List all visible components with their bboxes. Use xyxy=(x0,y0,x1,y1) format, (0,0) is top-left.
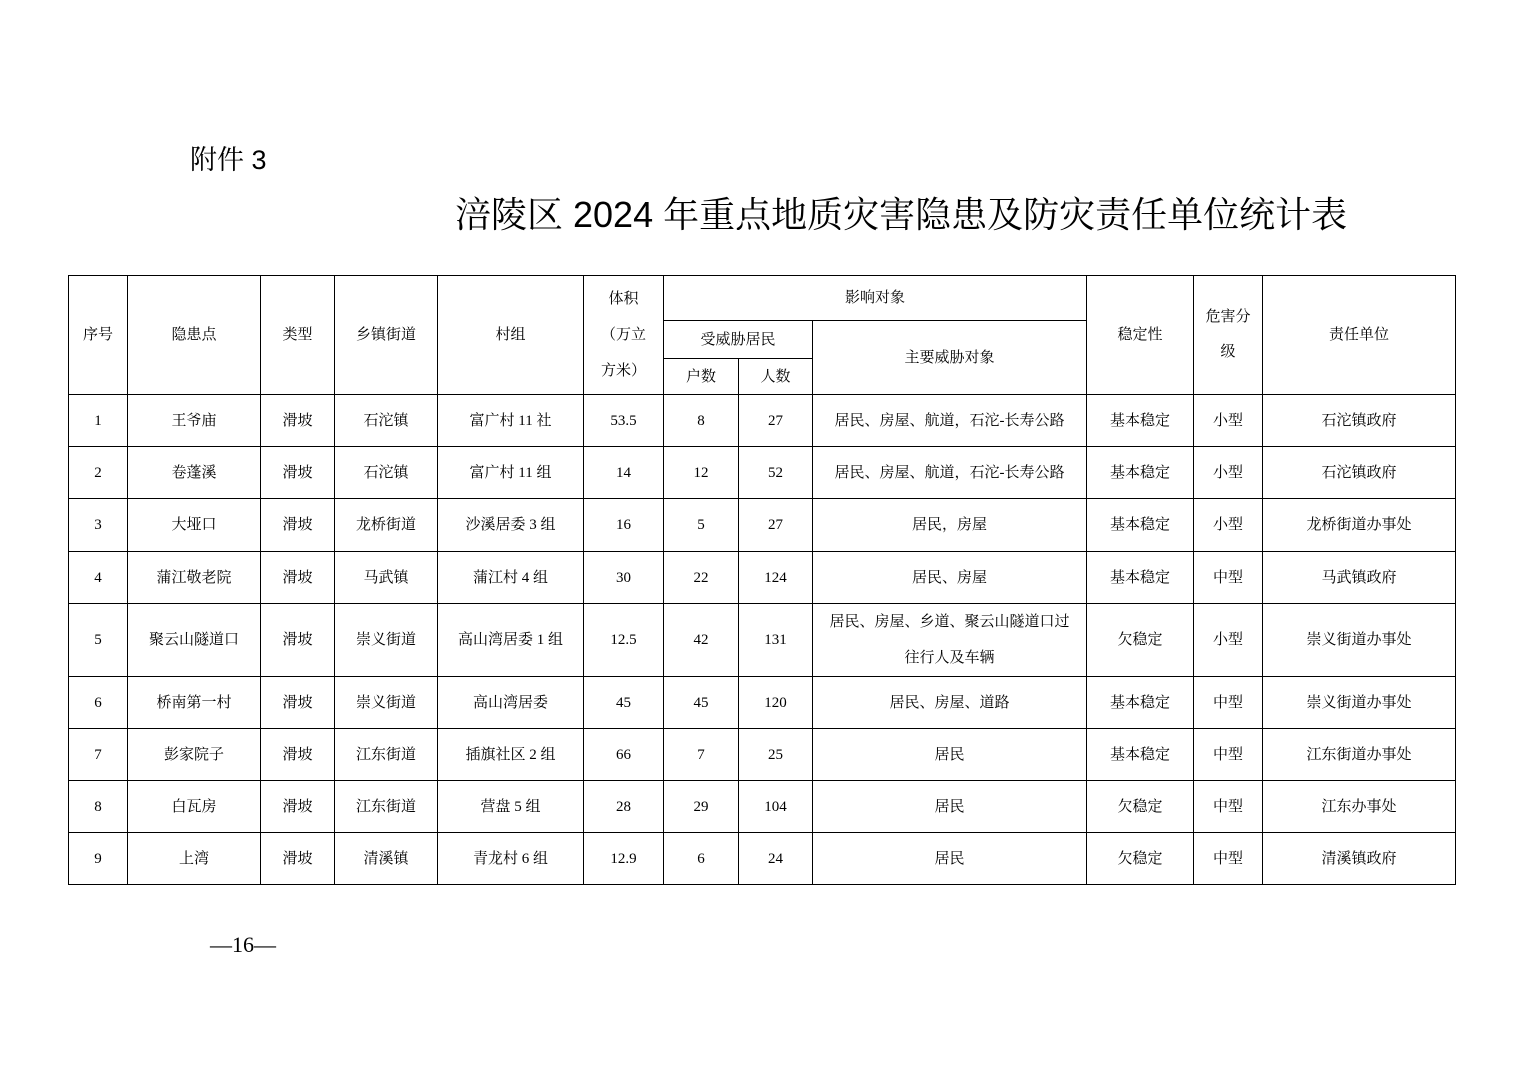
cell-type: 滑坡 xyxy=(261,604,335,677)
table-row xyxy=(69,447,1456,499)
cell-volume: 66 xyxy=(584,729,664,781)
header-responsible-unit: 责任单位 xyxy=(1263,276,1456,395)
cell-main-targets xyxy=(813,677,1087,729)
cell-town: 崇义街道 xyxy=(335,677,438,729)
cell-people: 52 xyxy=(739,447,813,499)
header-volume-line: 体积 xyxy=(608,291,639,307)
header-hazard-point: 隐患点 xyxy=(128,276,261,395)
cell-main-targets xyxy=(813,499,1087,552)
cell-stability: 基本稳定 xyxy=(1087,729,1194,781)
main-targets-text: 居民 xyxy=(934,850,965,867)
header-hazard-level xyxy=(1194,276,1263,395)
cell-index: 5 xyxy=(69,604,128,677)
cell-type: 滑坡 xyxy=(261,447,335,499)
cell-town: 江东街道 xyxy=(335,781,438,833)
main-targets-text: 居民 xyxy=(934,798,965,815)
header-households: 户数 xyxy=(664,359,739,395)
cell-responsible-unit: 崇义街道办事处 xyxy=(1263,604,1456,677)
cell-type: 滑坡 xyxy=(261,781,335,833)
cell-village: 青龙村 6 组 xyxy=(438,833,584,885)
cell-village: 营盘 5 组 xyxy=(438,781,584,833)
cell-main-targets xyxy=(813,729,1087,781)
main-targets-text: 居民、房屋、航道，石沱-长寿公路 xyxy=(834,412,1065,429)
header-index: 序号 xyxy=(69,276,128,395)
cell-people: 124 xyxy=(739,552,813,604)
table-row xyxy=(69,729,1456,781)
header-threatened-residents: 受威胁居民 xyxy=(664,321,813,359)
cell-responsible-unit: 江东街道办事处 xyxy=(1263,729,1456,781)
cell-volume: 14 xyxy=(584,447,664,499)
cell-hazard-point: 卷蓬溪 xyxy=(128,447,261,499)
cell-volume: 30 xyxy=(584,552,664,604)
cell-stability: 基本稳定 xyxy=(1087,447,1194,499)
cell-households: 45 xyxy=(664,677,739,729)
cell-town: 清溪镇 xyxy=(335,833,438,885)
page-number: —16— xyxy=(210,932,276,957)
cell-stability: 欠稳定 xyxy=(1087,833,1194,885)
cell-volume: 53.5 xyxy=(584,395,664,447)
cell-households: 29 xyxy=(664,781,739,833)
cell-volume: 12.5 xyxy=(584,604,664,677)
cell-responsible-unit: 马武镇政府 xyxy=(1263,552,1456,604)
cell-hazard-level: 中型 xyxy=(1194,677,1263,729)
main-targets-text: 居民、房屋、道路 xyxy=(889,694,1010,711)
header-main-targets: 主要威胁对象 xyxy=(813,321,1087,395)
cell-village: 插旗社区 2 组 xyxy=(438,729,584,781)
cell-hazard-level: 小型 xyxy=(1194,604,1263,677)
cell-hazard-level: 小型 xyxy=(1194,447,1263,499)
cell-volume: 12.9 xyxy=(584,833,664,885)
header-hazard-level-line: 危害分 xyxy=(1205,309,1251,325)
cell-people: 120 xyxy=(739,677,813,729)
cell-responsible-unit: 崇义街道办事处 xyxy=(1263,677,1456,729)
cell-hazard-point: 白瓦房 xyxy=(128,781,261,833)
header-village: 村组 xyxy=(438,276,584,395)
cell-responsible-unit: 龙桥街道办事处 xyxy=(1263,499,1456,552)
cell-volume: 28 xyxy=(584,781,664,833)
cell-hazard-point: 大垭口 xyxy=(128,499,261,552)
cell-index: 2 xyxy=(69,447,128,499)
cell-town: 石沱镇 xyxy=(335,395,438,447)
cell-people: 104 xyxy=(739,781,813,833)
cell-stability: 欠稳定 xyxy=(1087,604,1194,677)
header-town: 乡镇街道 xyxy=(335,276,438,395)
cell-type: 滑坡 xyxy=(261,499,335,552)
cell-village: 沙溪居委 3 组 xyxy=(438,499,584,552)
cell-hazard-point: 王爷庙 xyxy=(128,395,261,447)
cell-stability: 基本稳定 xyxy=(1087,395,1194,447)
header-row xyxy=(69,276,1456,321)
cell-index: 6 xyxy=(69,677,128,729)
cell-households: 5 xyxy=(664,499,739,552)
cell-index: 7 xyxy=(69,729,128,781)
cell-households: 7 xyxy=(664,729,739,781)
cell-index: 8 xyxy=(69,781,128,833)
cell-main-targets xyxy=(813,447,1087,499)
cell-hazard-level: 小型 xyxy=(1194,499,1263,552)
cell-hazard-point: 聚云山隧道口 xyxy=(128,604,261,677)
cell-volume: 16 xyxy=(584,499,664,552)
header-type: 类型 xyxy=(261,276,335,395)
cell-households: 22 xyxy=(664,552,739,604)
cell-people: 27 xyxy=(739,395,813,447)
cell-volume: 45 xyxy=(584,677,664,729)
header-people: 人数 xyxy=(739,359,813,395)
cell-town: 石沱镇 xyxy=(335,447,438,499)
cell-households: 8 xyxy=(664,395,739,447)
header-volume xyxy=(584,276,664,395)
cell-hazard-level: 中型 xyxy=(1194,552,1263,604)
main-targets-text: 居民，房屋 xyxy=(912,517,988,533)
main-targets-text: 居民、房屋、航道，石沱-长寿公路 xyxy=(834,464,1065,481)
cell-village: 高山湾居委 1 组 xyxy=(438,604,584,677)
hazard-statistics-table xyxy=(68,275,1456,885)
cell-people: 25 xyxy=(739,729,813,781)
cell-village: 蒲江村 4 组 xyxy=(438,552,584,604)
table-row xyxy=(69,395,1456,447)
table-row xyxy=(69,552,1456,604)
table-body xyxy=(69,395,1456,885)
header-volume-line: （万立 xyxy=(600,327,646,343)
cell-town: 龙桥街道 xyxy=(335,499,438,552)
header-hazard-level-line: 级 xyxy=(1220,344,1236,360)
cell-type: 滑坡 xyxy=(261,395,335,447)
main-targets-text: 居民、房屋、乡道、聚云山隧道口过往行人及车辆 xyxy=(829,614,1070,666)
cell-type: 滑坡 xyxy=(261,552,335,604)
table-row xyxy=(69,833,1456,885)
header-stability: 稳定性 xyxy=(1087,276,1194,395)
cell-stability: 基本稳定 xyxy=(1087,677,1194,729)
cell-hazard-level: 小型 xyxy=(1194,395,1263,447)
cell-households: 6 xyxy=(664,833,739,885)
header-volume-line: 方米） xyxy=(600,363,646,379)
cell-people: 131 xyxy=(739,604,813,677)
cell-households: 12 xyxy=(664,447,739,499)
cell-type: 滑坡 xyxy=(261,729,335,781)
cell-index: 3 xyxy=(69,499,128,552)
cell-responsible-unit: 江东办事处 xyxy=(1263,781,1456,833)
cell-households: 42 xyxy=(664,604,739,677)
cell-type: 滑坡 xyxy=(261,833,335,885)
cell-hazard-point: 桥南第一村 xyxy=(128,677,261,729)
cell-hazard-point: 彭家院子 xyxy=(128,729,261,781)
document-title: 涪陵区 2024 年重点地质灾害隐患及防灾责任单位统计表 xyxy=(455,194,1348,235)
cell-index: 9 xyxy=(69,833,128,885)
table-row xyxy=(69,604,1456,677)
main-targets-text: 居民、房屋 xyxy=(912,569,988,586)
cell-town: 江东街道 xyxy=(335,729,438,781)
cell-hazard-level: 中型 xyxy=(1194,729,1263,781)
table-row xyxy=(69,499,1456,552)
table-header xyxy=(69,276,1456,395)
cell-responsible-unit: 石沱镇政府 xyxy=(1263,395,1456,447)
cell-people: 24 xyxy=(739,833,813,885)
cell-people: 27 xyxy=(739,499,813,552)
cell-village: 富广村 11 社 xyxy=(438,395,584,447)
cell-village: 富广村 11 组 xyxy=(438,447,584,499)
cell-hazard-point: 蒲江敬老院 xyxy=(128,552,261,604)
attachment-label: 附件 3 xyxy=(190,145,267,175)
cell-index: 1 xyxy=(69,395,128,447)
cell-main-targets xyxy=(813,552,1087,604)
cell-village: 高山湾居委 xyxy=(438,677,584,729)
cell-main-targets xyxy=(813,604,1087,677)
cell-main-targets xyxy=(813,781,1087,833)
cell-main-targets xyxy=(813,395,1087,447)
cell-town: 马武镇 xyxy=(335,552,438,604)
cell-responsible-unit: 清溪镇政府 xyxy=(1263,833,1456,885)
table-row xyxy=(69,677,1456,729)
cell-main-targets xyxy=(813,833,1087,885)
cell-stability: 基本稳定 xyxy=(1087,552,1194,604)
cell-hazard-point: 上湾 xyxy=(128,833,261,885)
header-affected: 影响对象 xyxy=(664,276,1087,321)
cell-responsible-unit: 石沱镇政府 xyxy=(1263,447,1456,499)
main-targets-text: 居民 xyxy=(934,746,965,763)
cell-index: 4 xyxy=(69,552,128,604)
cell-town: 崇义街道 xyxy=(335,604,438,677)
table-row xyxy=(69,781,1456,833)
cell-hazard-level: 中型 xyxy=(1194,833,1263,885)
cell-stability: 基本稳定 xyxy=(1087,499,1194,552)
cell-hazard-level: 中型 xyxy=(1194,781,1263,833)
cell-type: 滑坡 xyxy=(261,677,335,729)
cell-stability: 欠稳定 xyxy=(1087,781,1194,833)
